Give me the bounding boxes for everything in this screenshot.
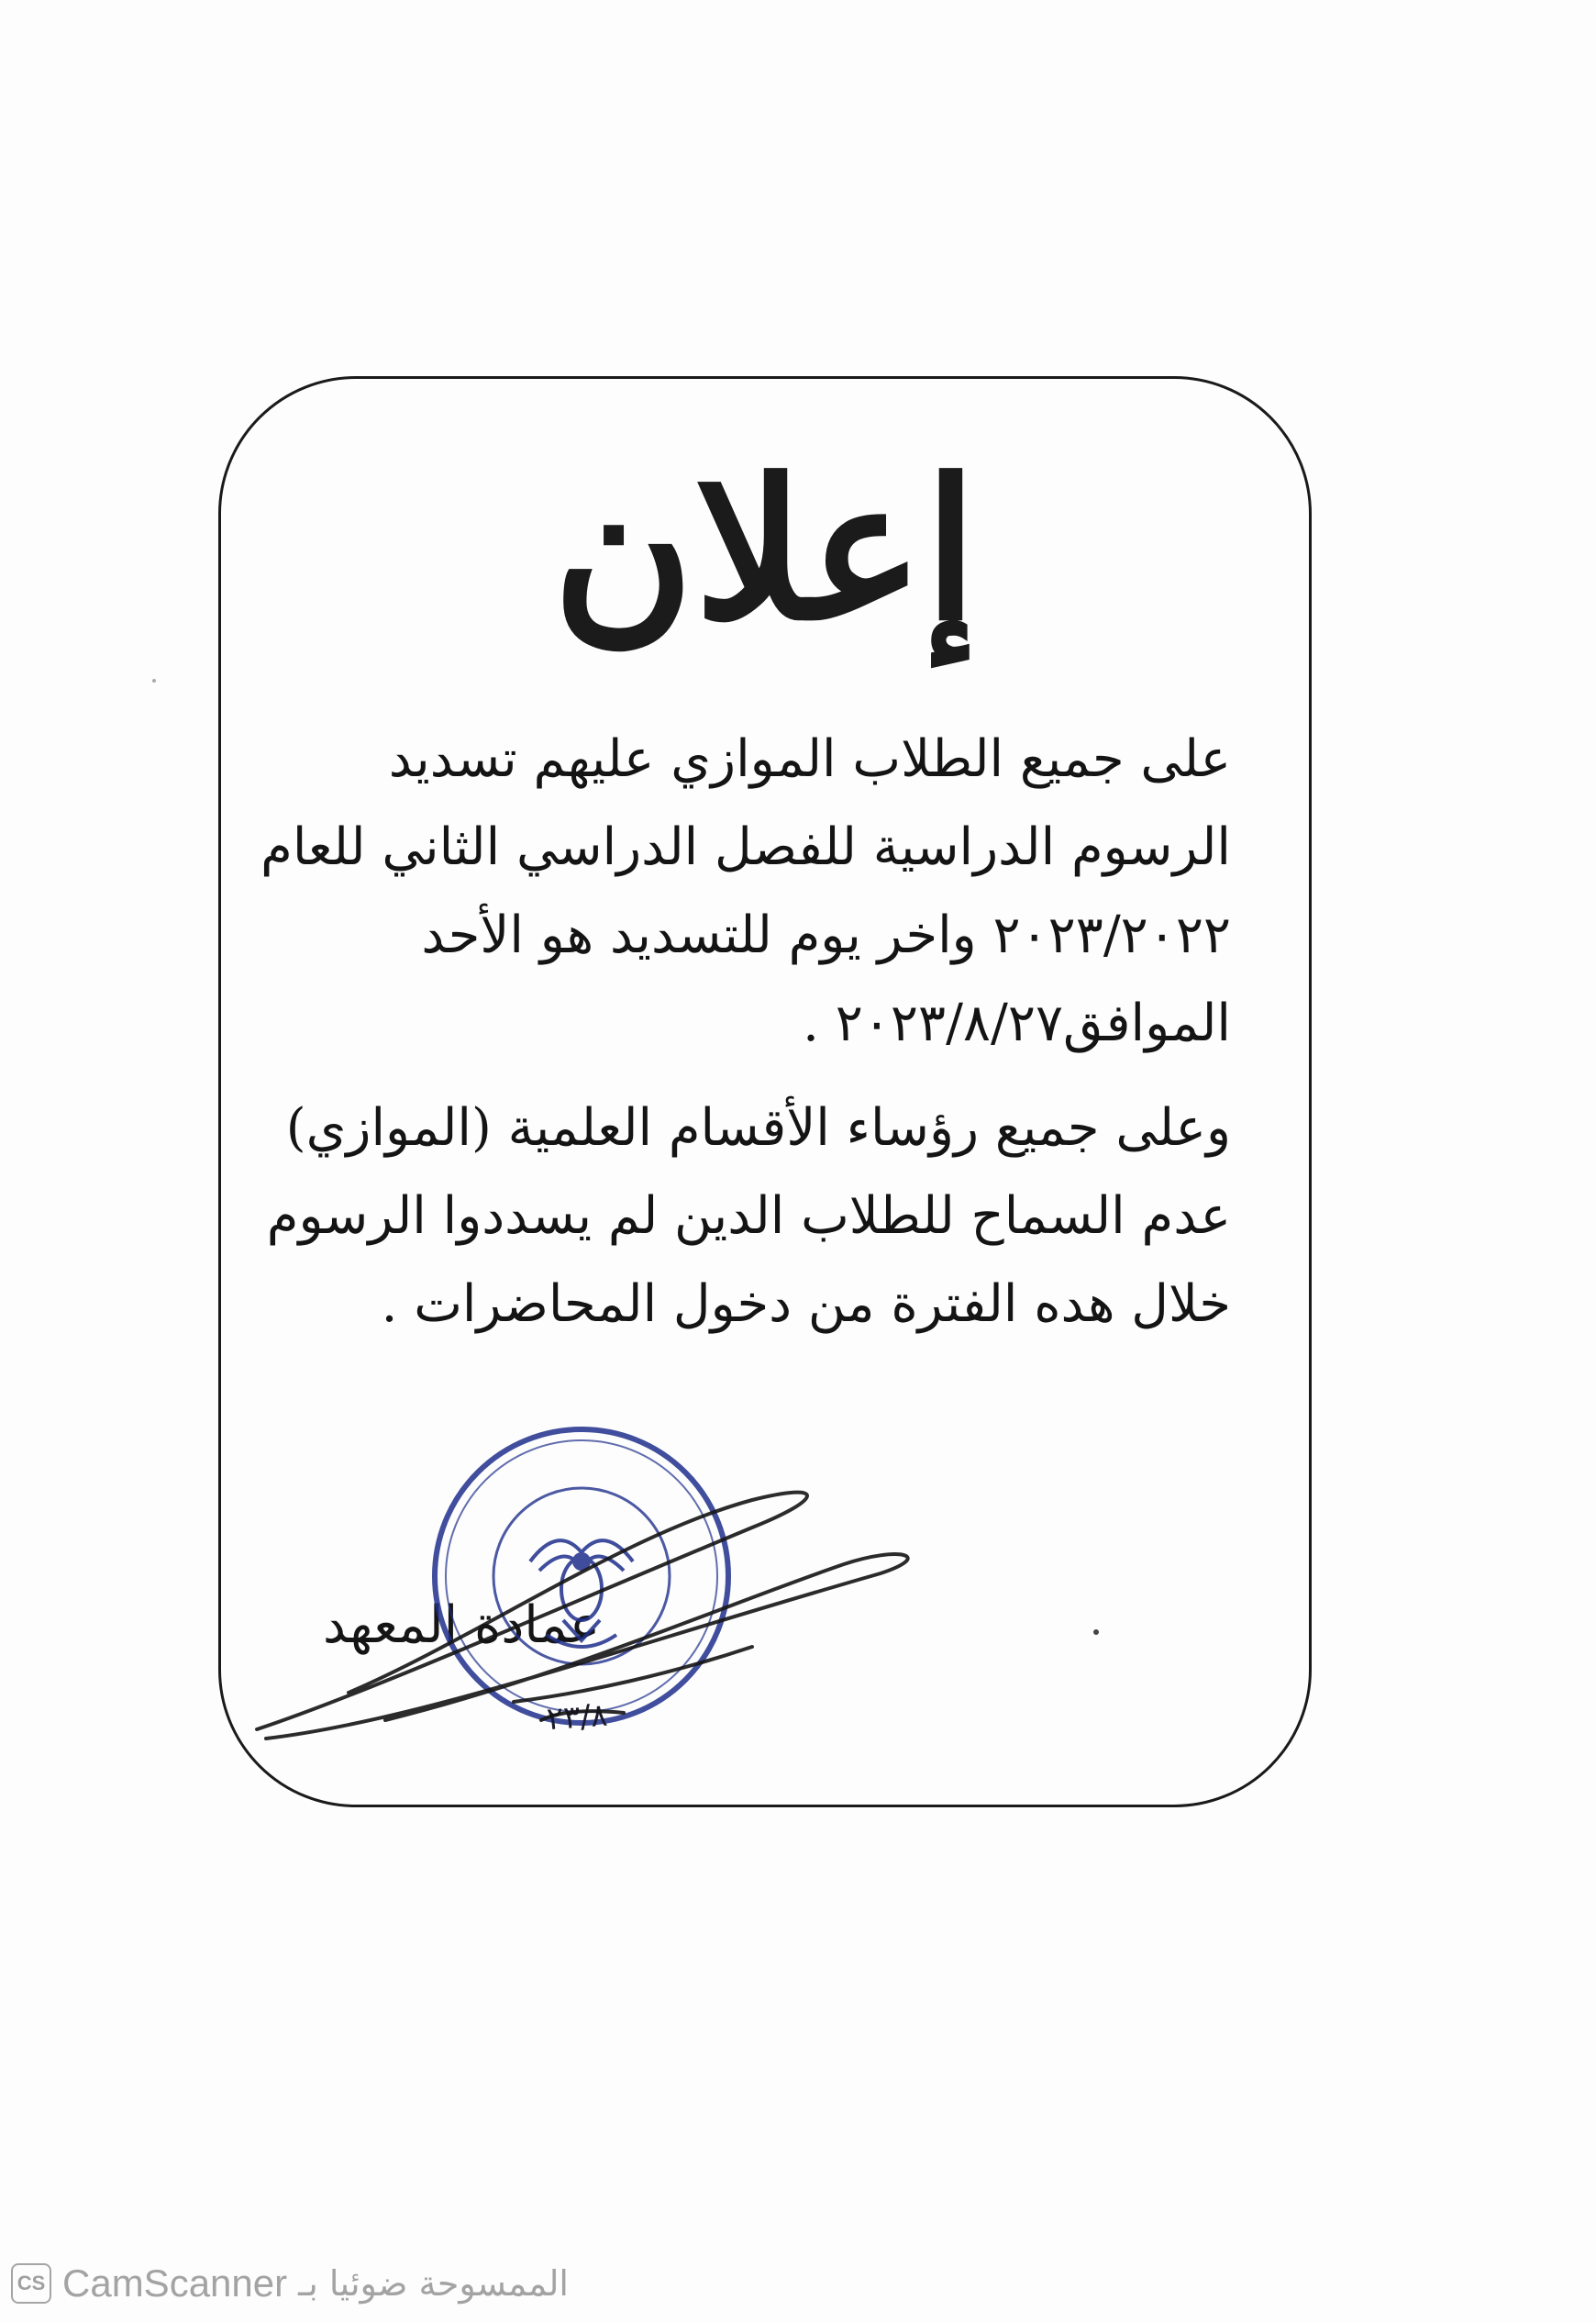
scanner-watermark — [11, 2258, 569, 2309]
ink-speck — [1093, 1629, 1099, 1635]
signature-label: عمادة المعهد — [323, 1595, 601, 1655]
stamp-handwritten-date: ٢٣/٨ — [545, 1696, 609, 1739]
camscanner-logo-icon: CS — [11, 2263, 51, 2304]
paragraph-fees — [260, 716, 1231, 1068]
paragraph-line: على جميع الطلاب الموازي عليهم تسديد — [388, 729, 1231, 789]
paragraph-line: الموافق٢٠٢٣/٨/٢٧ . — [803, 994, 1231, 1053]
watermark-brand: CamScanner — [62, 2261, 288, 2305]
paragraph-line: عدم السماح للطلاب الدين لم يسددوا الرسوم — [266, 1186, 1231, 1246]
handwritten-signature-icon — [238, 1417, 936, 1766]
paragraph-department-heads — [266, 1084, 1231, 1349]
ink-speck — [152, 679, 156, 683]
paragraph-line: خلال هده الفترة من دخول المحاضرات . — [381, 1274, 1231, 1334]
paragraph-line: وعلى جميع رؤساء الأقسام العلمية (الموازي) — [285, 1098, 1231, 1158]
watermark-caption: الممسوحة ضوئيا بـ — [298, 2263, 569, 2304]
paragraph-line: الرسوم الدراسية للفصل الدراسي الثاني للعام — [260, 817, 1231, 877]
announcement-title: إعلان — [552, 437, 978, 663]
paragraph-line: ٢٠٢٣/٢٠٢٢ واخر يوم للتسديد هو الأحد — [421, 905, 1231, 965]
